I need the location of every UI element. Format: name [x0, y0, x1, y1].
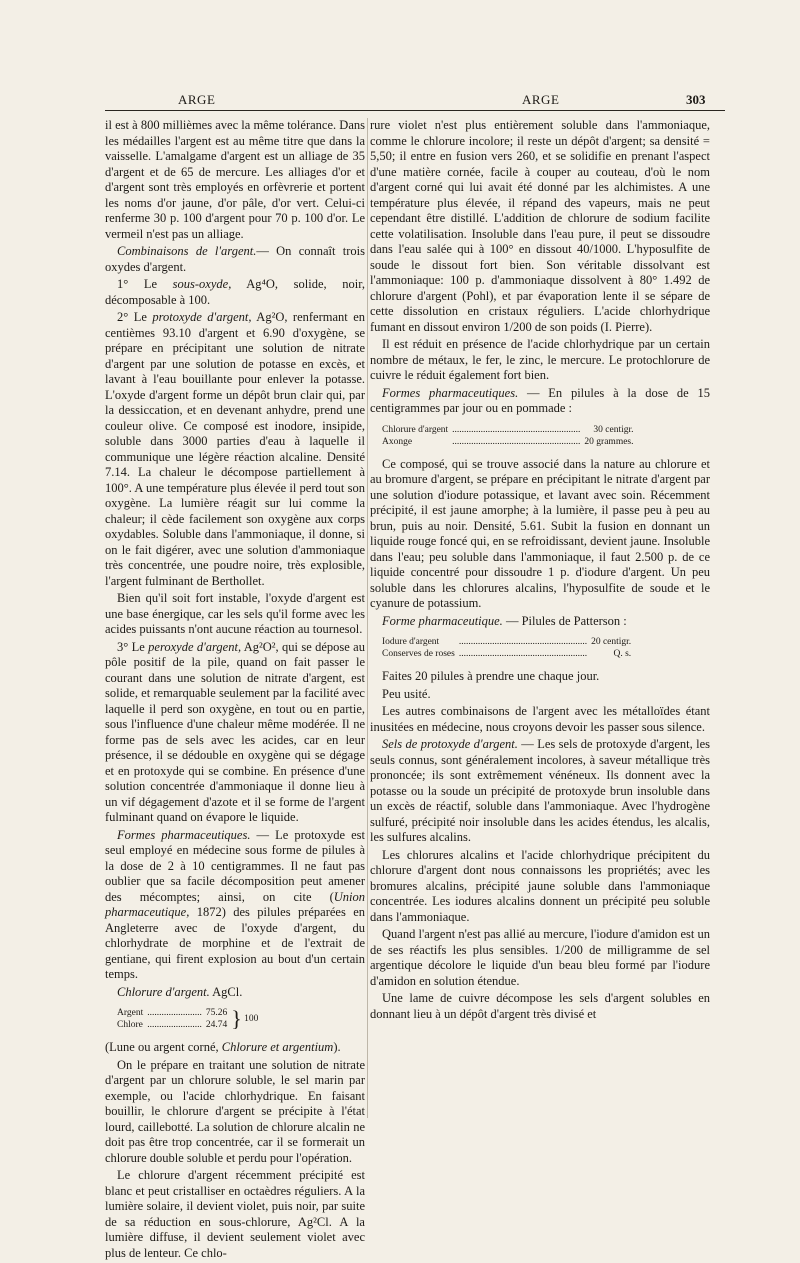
- ingredient-name: Iodure d'argent: [382, 637, 440, 647]
- dot-leader: ......................................................: [458, 649, 588, 659]
- paragraph: Ce composé, qui se trouve associé dans la nature au chlorure et au bromure d'argent, se prépare en précipitant le nitrate d'argent par une solution d'iodure potassique, et lavant avec soin. Récemment précipité, il est jaune amorphe; à la lumière, il passe peu à peu au brun, puis au noir. Densité, 5.61. Subit la fusion en donnant un liquide rouge foncé qui, en se refroidissant, devient jaune. Insoluble dans l'eau; peu soluble dans l'ammoniaque, il faut 2.500 p. de ce liquide concentré pour dissoudre 1 p. d'iodure d'argent. Un peu soluble dans les chlorures alcalins, l'hyposulfite de soude et le cyanure de potassium.: [370, 456, 710, 610]
- paragraph: Il est réduit en présence de l'acide chlorhydrique par un certain nombre de métaux, le fer, le zinc, le mercure. Le protochlorure de cuivre le réduit également fort bien.: [370, 337, 710, 382]
- term: sous-oxyde,: [172, 277, 232, 291]
- paragraph: il est à 800 millièmes avec la même tolérance. Dans les médailles l'argent est au même titre que dans la vaisselle. L'amalgame d'argent est un alliage de 35 d'argent et de 65 de mercure. Les alliages d'or et d'argent sont très employés en orfèvrerie et portent les noms d'or jaune, d'or pâle, d'or vert. Celui-ci renferme 30 p. 100 d'argent pour 70 p. 100 d'or. Le vermeil n'est pas un alliage.: [105, 118, 365, 241]
- table-row: [380, 636, 633, 648]
- paragraph: Quand l'argent n'est pas allié au mercure, l'iodure d'amidon est un de ses réactifs les plus sensibles. 1/200 de milligramme de sel argentique décolore le liquide d'un beau bleu formé par l'iodure d'amidon en solution étendue.: [370, 927, 710, 988]
- dot-leader: .......................: [147, 1020, 202, 1030]
- paragraph: Le chlorure d'argent récemment précipité est blanc et peut cristalliser en octaèdres réguliers. A la lumière solaire, il devient violet, puis noir, par suite de sa réduction en sous-chlorure, Ag²Cl. A la lumière diffuse, il devient seulement violet avec plus de lenteur. Ce chlo-: [105, 1168, 365, 1260]
- ingredient-qty: 75.26: [205, 1008, 228, 1018]
- term: Chlorure et argentium: [221, 1040, 334, 1054]
- section-heading: Chlorure d'argent.: [117, 984, 210, 999]
- total-brace: } 100: [231, 1006, 259, 1031]
- table-row: [115, 1007, 260, 1019]
- ingredient-qty: 20 centigr.: [591, 637, 632, 647]
- header-rule: [105, 110, 725, 111]
- section-heading: Sels de protoxyde d'argent.: [382, 737, 518, 751]
- left-column: [105, 118, 365, 1263]
- section-heading: Forme pharmaceutique.: [382, 613, 503, 628]
- paragraph: Les chlorures alcalins et l'acide chlorhydrique précipitent du chlorure d'argent dont nous connaissons les propriétés; avec les bromures alcalins, précipité jaune soluble dans l'ammoniaque concentrée. Les iodures alcalins donnent un précipité peu soluble dans l'ammoniaque.: [370, 847, 710, 924]
- table-row: [380, 424, 636, 436]
- paragraph: 1° Le sous-oxyde, Ag⁴O, solide, noir, décomposable à 100.: [105, 277, 365, 307]
- section-heading: Formes pharmaceutiques.: [117, 827, 251, 842]
- section-heading: Combinaisons de l'argent.: [117, 244, 257, 258]
- ingredient-qty: 30 centigr.: [593, 424, 634, 435]
- dot-leader: ......................................................: [452, 436, 581, 447]
- composition-total: 100: [244, 1014, 259, 1025]
- paragraph: rure violet n'est plus entièrement soluble dans l'ammoniaque, comme le chlorure incolore; il reste un dépôt d'argent; sa densité = 5,50; il entre en fusion vers 260, et se solidifie en prenant l'aspect d'une matière cornée, facile à couper au couteau, d'où le nom d'argent corné qui lui avait été donné par les alchimistes. A une température plus élevée, il répand des vapeurs, mais ne peut cependant être distillé. L'addition de chlorure de sodium facilite cette volatilisation. Insoluble dans l'eau pure, il peut se dissoudre dans l'eau salée qui à 100° en dissout 40/1000. L'hyposulfite de soude le dissout fort bien. Son véritable dissolvant est l'ammoniaque: 100 p. d'ammoniaque dissolvent à 80° 1.492 de chlorure d'argent (Pohl), et par évaporation lente il se sépare de cette dissolution en cristaux réguliers. L'acide chlorhydrique fumant en dissout environ 1/200 de son poids (I. Pierre).: [370, 118, 710, 334]
- dot-leader: ......................................................: [452, 424, 581, 435]
- page-header: [0, 92, 800, 112]
- composition-table: [115, 1007, 260, 1031]
- ingredient-name: Axonge: [382, 436, 413, 447]
- paragraph: Peu usité.: [382, 686, 431, 701]
- ingredient-qty: Q. s.: [613, 649, 632, 659]
- paragraph: (Lune ou argent corné, Chlorure et argentium).: [105, 1040, 341, 1054]
- paragraph: Bien qu'il soit fort instable, l'oxyde d'argent est une base énergique, car les sels qu'il forme avec les acides puissants n'ont aucune réaction au tournesol.: [105, 591, 365, 636]
- ingredient-qty: 24.74: [205, 1020, 228, 1030]
- dot-leader: ......................................................: [458, 637, 588, 647]
- paragraph: Une lame de cuivre décompose les sels d'argent solubles en donnant lieu à un dépôt d'argent très divisé et: [370, 991, 710, 1021]
- ingredient-name: Argent: [117, 1008, 144, 1018]
- column-divider: [367, 118, 368, 1118]
- table-row: [380, 436, 636, 448]
- paragraph: Combinaisons de l'argent.— On connaît trois oxydes d'argent.: [105, 244, 366, 274]
- paragraph: Les autres combinaisons de l'argent avec les métalloïdes étant inusitées en médecine, nous croyons devoir les passer sous silence.: [370, 704, 710, 734]
- ingredient-name: Chlore: [117, 1020, 143, 1030]
- recipe-table: [380, 424, 636, 448]
- page-number: 303: [686, 92, 706, 107]
- paragraph: Faites 20 pilules à prendre une chaque jour.: [382, 669, 600, 683]
- ingredient-qty: 20 grammes.: [584, 436, 634, 447]
- recipe-table: [380, 636, 633, 660]
- section-heading: Formes pharmaceutiques.: [382, 385, 519, 400]
- citation: Union pharmaceutique,: [105, 889, 365, 919]
- paragraph: On le prépare en traitant une solution de nitrate d'argent par un chlorure soluble, le sel marin par exemple, ou l'acide chlorhydrique. En faisant bouillir, le chlorure d'argent se précipite à l'état lourd, caillebotté. La solution de chlorure alcalin ne doit pas être trop concentrée, car il se formerait un chlorure double soluble et perdu pour l'opération.: [105, 1057, 365, 1165]
- paragraph: Forme pharmaceutique. — Pilules de Patterson :: [382, 613, 627, 628]
- right-column: [370, 118, 710, 1024]
- term: peroxyde d'argent,: [148, 639, 242, 654]
- paragraph: Chlorure d'argent. AgCl.: [117, 984, 243, 999]
- paragraph: Formes pharmaceutiques. — En pilules à la dose de 15 centigrammes par jour ou en pommade :: [370, 385, 710, 415]
- running-head-right: ARGE: [522, 92, 560, 107]
- paragraph: 3° Le peroxyde d'argent, Ag²O², qui se dépose au pôle positif de la pile, quand on fait passer le courant dans une solution de nitrate d'argent, est solide, et remarquable seulement par la facilité avec laquelle il perd son oxygène, en tout ou en partie, sous l'influence d'une chaleur même modérée. Il ne forme pas de sels avec les acides, car en leur présence, il se dédouble en oxygène qui se dégage et en protoxyde qui se combine. En présence d'une solution concentrée d'ammoniaque il donne lieu à un vif dégagement d'azote et il se forme de l'argent fulminant quand on évapore le liquide.: [105, 639, 365, 824]
- paragraph: Sels de protoxyde d'argent. — Les sels de protoxyde d'argent, les seuls connus, sont généralement incolores, à saveur métallique très prononcée; ils sont extrêmement vénéneux. Ils donnent avec la potasse ou la soude un précipité de protoxyde brun insoluble dans un excès de réactif, soluble dans l'ammoniaque. Avec l'hydrogène sulfuré, précipité noir insoluble dans les acides étendus, les alcalis, les sulfures alcalins.: [370, 737, 710, 844]
- paragraph: Formes pharmaceutiques. — Le protoxyde est seul employé en médecine sous forme de pilules à la dose de 2 à 10 centigrammes. Il ne faut pas oublier que sa facile décomposition peut amener des mécomptes; ainsi, on cite (Union pharmaceutique, 1872) des pilules préparées en Angleterre avec de l'oxyde d'argent, du chlorhydrate de morphine et de l'extrait de gentiane, qui firent explosion au bout d'un certain temps.: [105, 827, 365, 981]
- term: protoxyde d'argent,: [152, 310, 252, 324]
- ingredient-name: Conserves de roses: [382, 649, 455, 659]
- paragraph: 2° Le protoxyde d'argent, Ag²O, renfermant en centièmes 93.10 d'argent et 6.90 d'oxygène, se prépare en précipitant une solution de nitrate d'argent par une solution de potasse en excès, et lavant à l'eau bouillante pour enlever la potasse. L'oxyde d'argent forme un dépôt brun clair qui, par la dessiccation, et en devenant anhydre, prend une couleur olive. Ce composé est inodore, insipide, soluble dans 3000 parties d'eau à laquelle il communique une légère réaction alcaline. Densité 7.14. La chaleur le décompose partiellement à 100°. A une température plus élevée il perd tout son oxygène. La lumière réagit sur lui comme la chaleur; il cède facilement son oxygène aux corps oxydables. Soluble dans l'ammoniaque, il donne, si on le fait digérer, avec une solution d'ammoniaque très concentrée, une poudre noire, très explosible, l'argent fulminant de Berthollet.: [105, 310, 365, 588]
- running-head-left: ARGE: [178, 92, 216, 107]
- ingredient-name: Chlorure d'argent: [382, 424, 449, 435]
- dot-leader: .......................: [147, 1008, 202, 1018]
- table-row: [380, 648, 633, 660]
